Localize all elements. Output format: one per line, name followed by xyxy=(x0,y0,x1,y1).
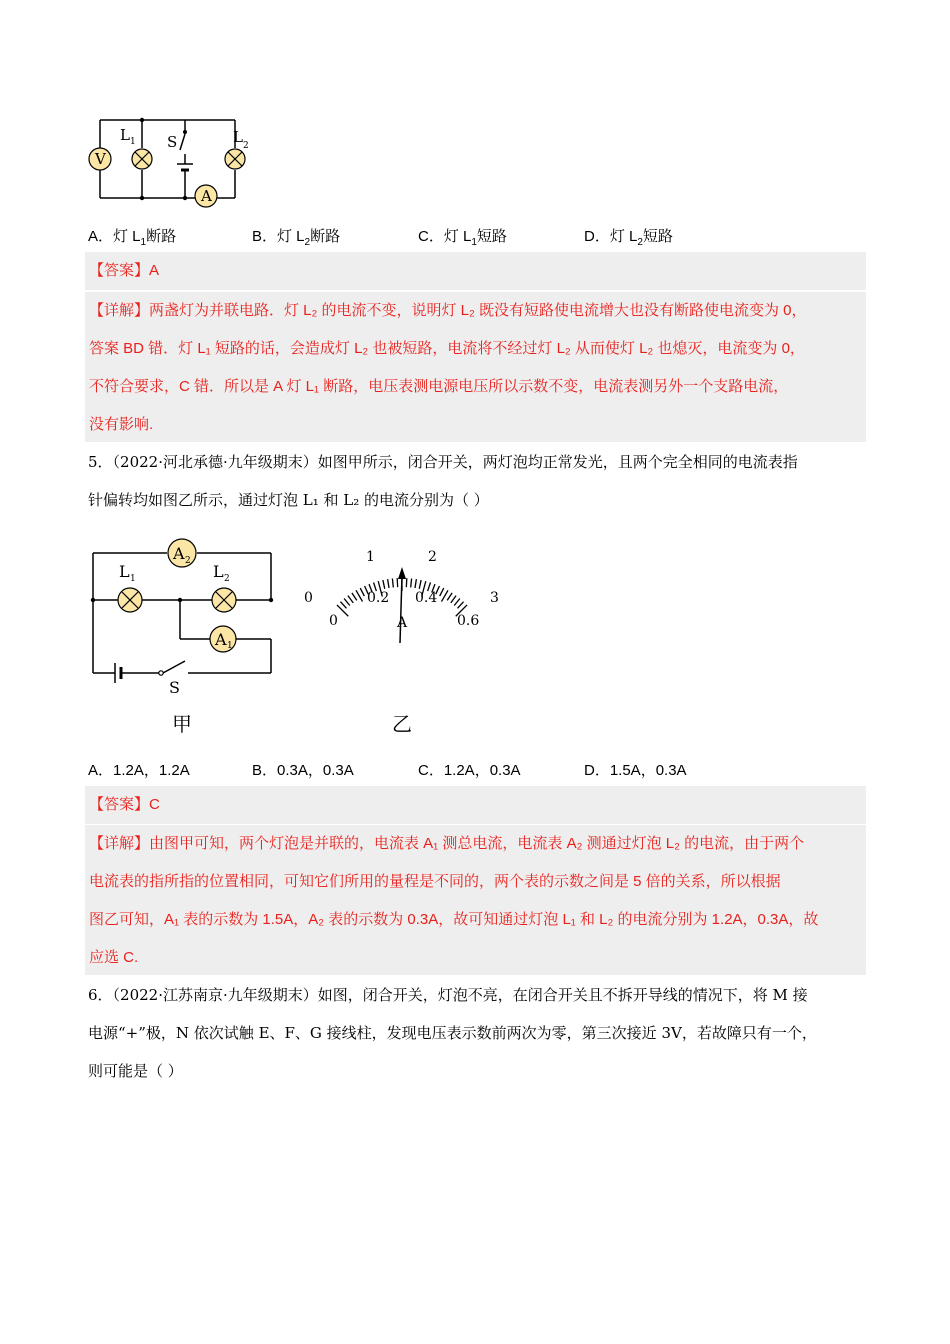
dial-tick xyxy=(352,593,357,601)
dial-tick xyxy=(383,580,385,589)
dial-top-label: 0 xyxy=(304,590,313,606)
svg-text:2: 2 xyxy=(185,556,191,566)
dial-tick xyxy=(454,599,460,606)
dial-unit: A xyxy=(397,615,408,631)
dial-tick xyxy=(344,599,350,606)
q5-question: 5．（2022·河北承德·九年级期末）如图甲所示，闭合开关，两灯泡均正常发光，且两个完全相同的电流表指 针偏转均如图乙所示，通过灯泡 L₁ 和 L₂ 的电流分别为（ ） xyxy=(88,453,798,509)
q5-detail-line: 电流表的指所指的位置相同，可知它们所用的量程是不同的，两个表的示数之间是 5 倍的关系，所以根据 xyxy=(89,873,781,890)
q6-question: 6．（2022·江苏南京·九年级期末）如图，闭合开关，灯泡不亮，在闭合开关且不拆开导线的情况下，将 M 接 电源“+”极，N 依次试触 E、F、G 接线柱，发现电压表示数前两次为零，第三次接近 3V，若故障只有一个， 则可能是（ ） xyxy=(88,986,817,1080)
q4-detail-box xyxy=(85,292,866,442)
dial-tick xyxy=(348,596,353,603)
q4-l1-label: L xyxy=(120,126,130,144)
q5-detail-box xyxy=(85,825,866,975)
q5-option-d[interactable]: D．1.5A，0.3A xyxy=(584,762,687,779)
q5-fig-jia-label: 甲 xyxy=(172,712,192,736)
dial-tick xyxy=(440,588,444,596)
q5-ammeter-dial xyxy=(295,545,510,650)
q5-a2-label: A xyxy=(173,544,185,563)
q4-detail-line: 没有影响. xyxy=(89,416,154,433)
q4-option-c[interactable]: C．灯 $L_1$短路 xyxy=(418,228,507,248)
q4-ammeter-label: A xyxy=(201,187,212,205)
dial-tick xyxy=(388,579,389,588)
q5-option-a[interactable]: A．1.2A，1.2A xyxy=(88,762,190,779)
q5-option-b[interactable]: B．0.3A，0.3A xyxy=(252,762,354,779)
q5-answer: 【答案】C xyxy=(89,796,160,813)
q4-answer-box xyxy=(85,252,866,290)
dial-bottom-label: 0 xyxy=(329,613,338,629)
q4-answer: 【答案】A xyxy=(89,262,160,279)
q4-switch-label: S xyxy=(167,133,178,151)
svg-text:1: 1 xyxy=(130,574,136,584)
dial-tick xyxy=(451,596,456,603)
q4-detail-line: 答案 BD 错．灯 L₁ 短路的话，会造成灯 L₂ 也被短路，电流将不经过灯 L₂ 从而使灯 L₂ 也熄灭，电流变为 0， xyxy=(89,340,805,357)
q5-detail-line: 应选 C. xyxy=(89,949,139,966)
q4-l2-label: L xyxy=(233,128,243,146)
q5-switch-label: S xyxy=(169,678,180,697)
dial-tick xyxy=(340,602,346,609)
q4-voltmeter-label: V xyxy=(95,150,106,168)
dial-tick xyxy=(458,602,464,609)
q5-circuit-diagram xyxy=(85,535,285,700)
q4-circuit-diagram xyxy=(85,110,260,215)
q4-option-b[interactable]: B．灯 $L_2$断路 xyxy=(252,228,341,248)
q4-option-a[interactable]: A．灯 $L_1$断路 xyxy=(88,228,177,248)
q5-l2-label: L xyxy=(213,562,224,581)
q4-option-d[interactable]: D．灯 $L_2$短路 xyxy=(584,228,673,248)
dial-tick xyxy=(360,588,364,596)
q5-l1-label: L xyxy=(119,562,130,581)
svg-text:1: 1 xyxy=(130,137,136,147)
q4-detail-line: 【详解】两盏灯为并联电路．灯 L₂ 的电流不变，说明灯 L₂ 既没有短路使电流增大也没有断路使电流变为 0， xyxy=(89,302,807,319)
dial-top-label: 2 xyxy=(428,549,437,565)
dial-tick xyxy=(419,580,421,589)
q5-detail-line: 【详解】由图甲可知，两个灯泡是并联的，电流表 A₁ 测总电流，电流表 A₂ 测通过灯泡 L₂ 的电流，由于两个 xyxy=(89,835,805,852)
q5-a1-label: A xyxy=(215,630,227,649)
dial-top-label: 3 xyxy=(490,590,499,606)
q5-answer-box xyxy=(85,786,866,824)
dial-tick xyxy=(447,593,452,601)
svg-text:2: 2 xyxy=(224,574,230,584)
dial-bottom-label: 0.6 xyxy=(457,613,480,629)
dial-tick xyxy=(392,579,393,588)
dial-top-label: 1 xyxy=(366,549,375,565)
q5-detail-line: 图乙可知，A₁ 表的示数为 1.5A，A₂ 表的示数为 0.3A，故可知通过灯泡 L₁ 和 L₂ 的电流分别为 1.2A，0.3A，故 xyxy=(89,911,819,928)
dial-tick xyxy=(411,579,412,588)
dial-tick xyxy=(415,579,416,588)
q5-option-c[interactable]: C．1.2A，0.3A xyxy=(418,762,521,779)
q4-detail-line: 不符合要求，C 错．所以是 A 灯 L₁ 断路，电压表测电源电压所以示数不变，电流表测另外一个支路电流， xyxy=(89,378,789,395)
svg-text:1: 1 xyxy=(227,641,233,651)
q5-fig-yi-label: 乙 xyxy=(392,712,412,736)
dial-tick xyxy=(337,605,348,616)
dial-bottom-label: 0.2 xyxy=(367,590,390,606)
svg-text:2: 2 xyxy=(243,141,249,151)
dial-bottom-label: 0.4 xyxy=(415,590,438,606)
